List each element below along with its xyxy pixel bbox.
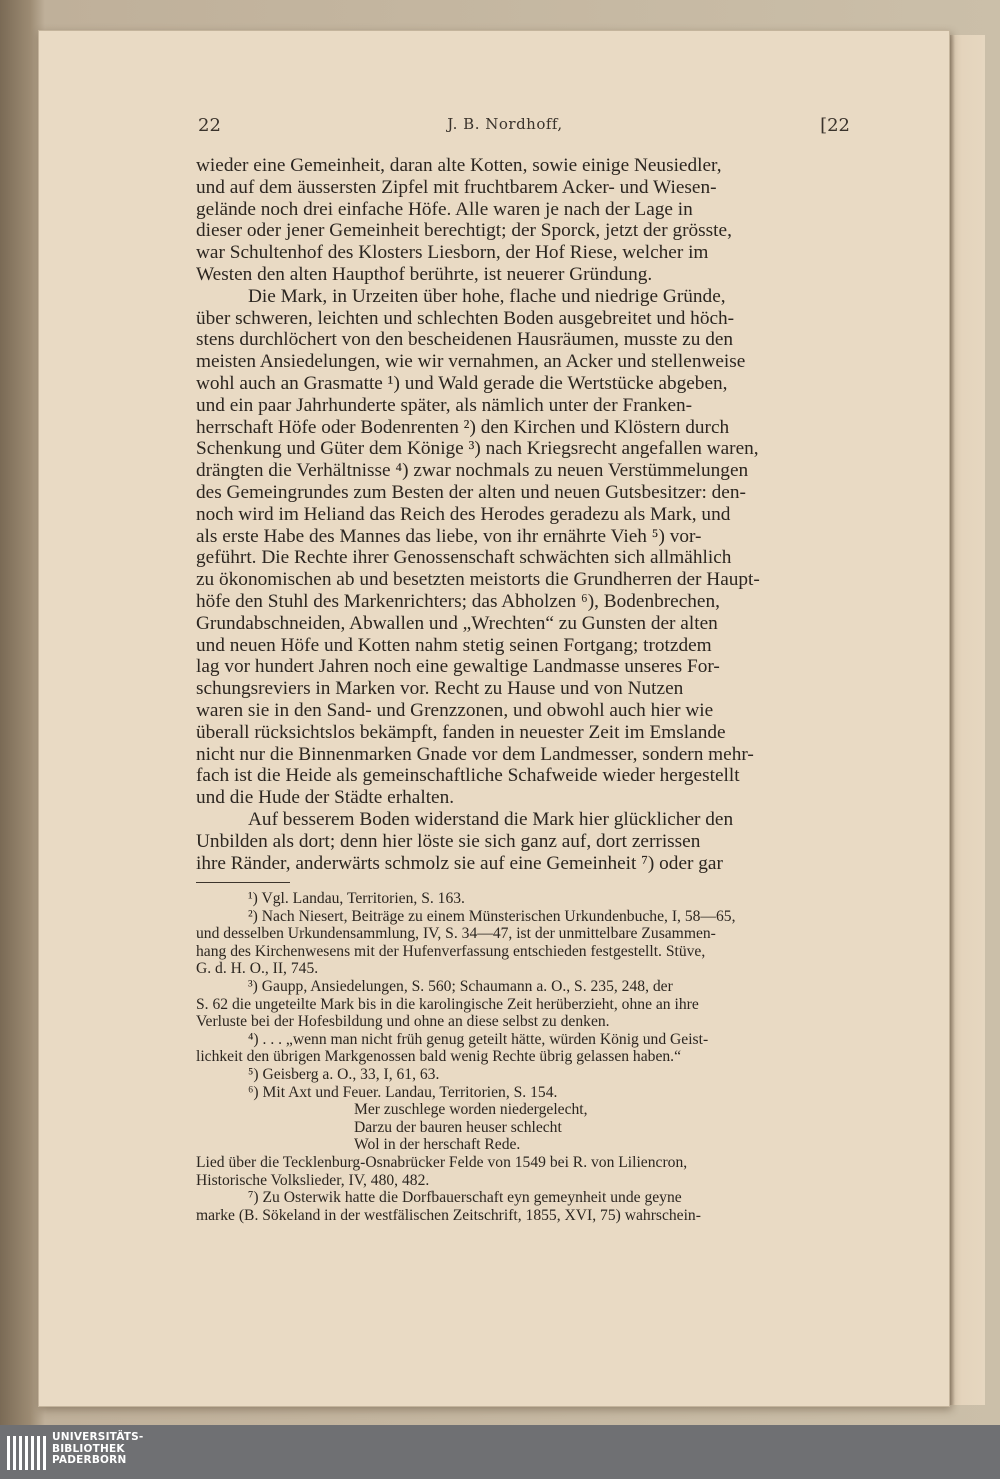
footnote-line: S. 62 die ungeteilte Mark bis in die karolingische Zeit herüberzieht, ohne an ihre	[196, 995, 699, 1013]
footnote-line: lichkeit den übrigen Markgenossen bald wenig Rechte übrig gelassen haben.“	[196, 1048, 681, 1066]
body-line: ihre Ränder, anderwärts schmolz sie auf eine Gemeinheit ⁷) oder gar	[196, 852, 723, 874]
body-line: über schweren, leichten und schlechten Boden ausgebreitet und höch-	[196, 307, 735, 329]
running-title: J. B. Nordhoff,	[447, 115, 563, 133]
body-line: Grundabschneiden, Abwallen und „Wrechten“ zu Gunsten der alten	[196, 612, 718, 634]
body-line: Schenkung und Güter dem Könige ³) nach Kriegsrecht angefallen waren,	[196, 438, 759, 460]
body-line: und auf dem äussersten Zipfel mit fruchtbarem Acker- und Wiesen-	[196, 176, 717, 198]
body-line: stens durchlöchert von den bescheidenen Hausräumen, musste zu den	[196, 329, 734, 351]
body-line: meisten Ansiedelungen, wie wir vernahmen, an Acker und stellenweise	[196, 351, 746, 373]
library-logo-line: PADERBORN	[52, 1454, 127, 1466]
verse-line: Wol in der herschaft Rede.	[354, 1136, 521, 1154]
body-line: Auf besserem Boden widerstand die Mark hier glücklicher den	[248, 808, 734, 830]
body-line: wohl auch an Grasmatte ¹) und Wald gerade die Wertstücke abgeben,	[196, 372, 728, 394]
library-logo-text[interactable]	[52, 1432, 143, 1467]
body-line: und ein paar Jahrhunderte später, als nämlich unter der Franken-	[196, 394, 693, 416]
verse-line: Mer zuschlege worden niedergelecht,	[354, 1101, 588, 1119]
footnote-line: Lied über die Tecklenburg-Osnabrücker Felde von 1549 bei R. von Liliencron,	[196, 1153, 688, 1171]
library-logo-icon	[4, 1430, 48, 1476]
library-logo-line: UNIVERSITÄTS-	[52, 1431, 144, 1443]
body-line: waren sie in den Sand- und Grenzzonen, und obwohl auch hier wie	[196, 699, 714, 721]
body-line: noch wird im Heliand das Reich des Herodes geradezu als Mark, und	[196, 503, 731, 525]
next-page-edge	[945, 35, 985, 1405]
body-line: als erste Habe des Mannes das liebe, von ihr ernährte Vieh ⁵) vor-	[196, 525, 702, 547]
page-number-right: [22	[820, 115, 850, 136]
body-line: zu ökonomischen ab und besetzten meistorts die Grundherren der Haupt-	[196, 569, 760, 591]
footnote-line: Verluste bei der Hofesbildung und ohne an diese selbst zu denken.	[196, 1013, 610, 1031]
footnote-rule	[196, 882, 290, 883]
body-text	[196, 155, 848, 874]
footnote-line: hang des Kirchenwesens mit der Hufenverfassung entschieden festgestellt. Stüve,	[196, 942, 706, 960]
body-line: geführt. Die Rechte ihrer Genossenschaft schwächten sich allmählich	[196, 547, 732, 569]
body-line: gelände noch drei einfache Höfe. Alle waren je nach der Lage in	[196, 198, 693, 220]
body-line: schungsreviers in Marken vor. Recht zu Hause und von Nutzen	[196, 678, 684, 700]
body-line: lag vor hundert Jahren noch eine gewaltige Landmasse unseres For-	[196, 656, 720, 678]
body-line: fach ist die Heide als gemeinschaftliche Schafweide wieder hergestellt	[196, 765, 740, 787]
footnotes	[196, 890, 848, 1224]
body-line: und neuen Höfe und Kotten nahm stetig seinen Fortgang; trotzdem	[196, 634, 712, 656]
footnote-line: ⁴) . . . „wenn man nicht früh genug geteilt hätte, würden König und Geist-	[248, 1030, 709, 1048]
body-line: war Schultenhof des Klosters Liesborn, der Hof Riese, welcher im	[196, 242, 709, 264]
footnote-line: ³) Gaupp, Ansiedelungen, S. 560; Schaumann a. O., S. 235, 248, der	[248, 977, 673, 995]
body-line: höfe den Stuhl des Markenrichters; das Abholzen ⁶), Bodenbrechen,	[196, 590, 720, 612]
footnote-line: ⁶) Mit Axt und Feuer. Landau, Territorien, S. 154.	[248, 1083, 558, 1101]
library-logo-line: BIBLIOTHEK	[52, 1442, 125, 1455]
footnote-line: Historische Volkslieder, IV, 480, 482.	[196, 1171, 430, 1189]
body-line: nicht nur die Binnenmarken Gnade vor dem Landmesser, sondern mehr-	[196, 743, 754, 765]
footnote-line: ¹) Vgl. Landau, Territorien, S. 163.	[248, 890, 465, 907]
verse-line: Darzu der bauren heuser schlecht	[354, 1118, 562, 1136]
footnote-line: und desselben Urkundensammlung, IV, S. 34—47, ist der unmittelbare Zusammen-	[196, 925, 716, 943]
footnote-line: ⁷) Zu Osterwik hatte die Dorfbauerschaft eyn gemeynheit unde geyne	[248, 1189, 682, 1207]
body-line: des Gemeingrundes zum Besten der alten und neuen Gutsbesitzer: den-	[196, 481, 746, 503]
body-line: herrschaft Höfe oder Bodenrenten ²) den Kirchen und Klöstern durch	[196, 416, 730, 438]
footnote-line: G. d. H. O., II, 745.	[196, 960, 319, 978]
body-line: überall rücksichtslos bekämpft, fanden in neuester Zeit im Emslande	[196, 721, 726, 743]
footer-bar	[0, 1425, 1000, 1479]
body-line: und die Hude der Städte erhalten.	[196, 787, 455, 809]
body-line: Unbilden als dort; denn hier löste sie sich ganz auf, dort zerrissen	[196, 830, 701, 852]
page-header	[160, 115, 850, 139]
page-number-left: 22	[198, 115, 221, 136]
body-line: Die Mark, in Urzeiten über hohe, flache und niedrige Gründe,	[248, 285, 726, 307]
body-line: Westen den alten Haupthof berührte, ist neuerer Gründung.	[196, 263, 653, 285]
footnote-line: ²) Nach Niesert, Beiträge zu einem Münsterischen Urkundenbuche, I, 58—65,	[248, 907, 736, 925]
footnote-line: marke (B. Sökeland in der westfälischen Zeitschrift, 1855, XVI, 75) wahrschein-	[196, 1206, 701, 1224]
body-line: wieder eine Gemeinheit, daran alte Kotten, sowie einige Neusiedler,	[196, 155, 722, 176]
footnote-line: ⁵) Geisberg a. O., 33, I, 61, 63.	[248, 1065, 440, 1083]
body-line: drängten die Verhältnisse ⁴) zwar nochmals zu neuen Verstümmelungen	[196, 460, 749, 482]
body-line: dieser oder jener Gemeinheit berechtigt; der Sporck, jetzt der grösste,	[196, 220, 732, 242]
